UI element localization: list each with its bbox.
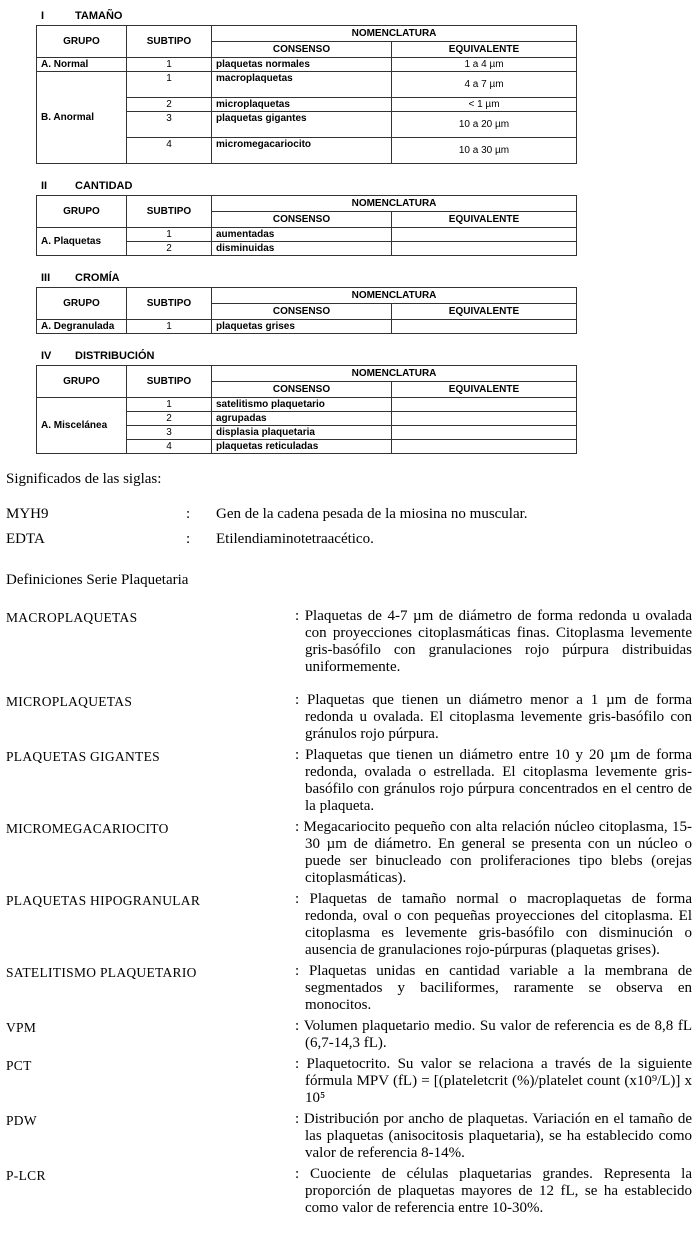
col-header-subtipo: SUBTIPO [127, 288, 212, 320]
consenso-cell: plaquetas grises [212, 320, 392, 334]
equivalente-cell: 1 a 4 µm [392, 58, 577, 72]
subtipo-cell: 1 [127, 72, 212, 98]
consenso-cell: plaquetas gigantes [212, 112, 392, 138]
consenso-cell: satelitismo plaquetario [212, 398, 392, 412]
definition-term: SATELITISMO PLAQUETARIO [6, 965, 197, 980]
definition-item [6, 747, 692, 815]
col-header-nomenclatura: NOMENCLATURA [212, 366, 577, 382]
table-section [36, 10, 698, 164]
sigla-definition: Etilendiaminotetraacético. [216, 531, 374, 547]
grupo-cell: A. Plaquetas [37, 228, 127, 256]
definition-text: : Volumen plaquetario medio. Su valor de referencia es de 8,8 fL (6,7-14,3 fL). [295, 1018, 692, 1051]
definition-text: : Cuociente de células plaquetarias grandes. Representa la proporción de plaquetas mayores de 12 fL, se ha establecido como valor de referencia entre 10-30%. [295, 1166, 692, 1216]
table-heading [41, 350, 698, 362]
definition-term: VPM [6, 1020, 37, 1035]
definition-item [6, 1056, 692, 1107]
table-section [36, 350, 698, 454]
table-numeral: III [41, 272, 51, 284]
table-title: TAMAÑO [75, 10, 123, 22]
col-header-equivalente: EQUIVALENTE [392, 304, 577, 320]
col-header-equivalente: EQUIVALENTE [392, 42, 577, 58]
consenso-cell: microplaquetas [212, 98, 392, 112]
definition-item [6, 1018, 692, 1052]
nomenclature-table [36, 25, 577, 164]
definition-term: PDW [6, 1113, 37, 1128]
definitions-heading: Definiciones Serie Plaquetaria [6, 572, 189, 588]
tables-container [0, 10, 698, 454]
definition-text: : Plaquetas que tienen un diámetro menor a 1 µm de forma redonda u ovalada. El citoplasma levemente gris-basófilo con gránulos rojo púrpura. [295, 692, 692, 742]
equivalente-cell [392, 426, 577, 440]
subtipo-cell: 3 [127, 112, 212, 138]
table-numeral: IV [41, 350, 52, 362]
definition-item [6, 963, 692, 1014]
col-header-equivalente: EQUIVALENTE [392, 382, 577, 398]
definition-item [6, 692, 692, 743]
col-header-subtipo: SUBTIPO [127, 366, 212, 398]
col-header-grupo: GRUPO [37, 26, 127, 58]
sigla-definition: Gen de la cadena pesada de la miosina no muscular. [216, 506, 528, 522]
subtipo-cell: 1 [127, 228, 212, 242]
definition-term: PLAQUETAS GIGANTES [6, 749, 160, 764]
consenso-cell: plaquetas normales [212, 58, 392, 72]
definitions-list [6, 608, 692, 1217]
equivalente-cell: 10 a 20 µm [392, 112, 577, 138]
equivalente-cell: < 1 µm [392, 98, 577, 112]
grupo-cell: A. Normal [37, 58, 127, 72]
sigla-item [6, 505, 692, 524]
col-header-subtipo: SUBTIPO [127, 196, 212, 228]
sigla-term: EDTA [6, 531, 45, 547]
col-header-subtipo: SUBTIPO [127, 26, 212, 58]
grupo-cell: B. Anormal [37, 72, 127, 164]
subtipo-cell: 3 [127, 426, 212, 440]
table-row [37, 398, 577, 412]
definition-term: MICROPLAQUETAS [6, 694, 133, 709]
subtipo-cell: 4 [127, 138, 212, 164]
equivalente-cell [392, 412, 577, 426]
equivalente-cell [392, 242, 577, 256]
definition-text: : Distribución por ancho de plaquetas. Variación en el tamaño de las plaquetas (anisocitosis plaquetaria), se ha establecido como valor de referencia 8-14%. [295, 1111, 692, 1161]
siglas-heading: Significados de las siglas: [6, 471, 162, 487]
table-section [36, 272, 698, 334]
sigla-separator: : [186, 531, 191, 547]
nomenclature-table [36, 195, 577, 256]
table-title: DISTRIBUCIÓN [75, 350, 155, 362]
table-heading [41, 272, 698, 284]
text-body [6, 470, 692, 1217]
col-header-equivalente: EQUIVALENTE [392, 212, 577, 228]
subtipo-cell: 1 [127, 58, 212, 72]
sigla-item [6, 530, 692, 549]
col-header-grupo: GRUPO [37, 288, 127, 320]
definition-item [6, 1111, 692, 1162]
definition-item [6, 608, 692, 676]
col-header-grupo: GRUPO [37, 366, 127, 398]
definition-term: MICROMEGACARIOCITO [6, 821, 169, 836]
subtipo-cell: 2 [127, 412, 212, 426]
equivalente-cell: 10 a 30 µm [392, 138, 577, 164]
nomenclature-table [36, 365, 577, 454]
consenso-cell: agrupadas [212, 412, 392, 426]
consenso-cell: micromegacariocito [212, 138, 392, 164]
definition-text: : Plaquetocrito. Su valor se relaciona a través de la siguiente fórmula MPV (fL) = [(plateletcrit (%)/platelet count (x10⁹/L)] x 10⁵ [295, 1056, 692, 1106]
col-header-nomenclatura: NOMENCLATURA [212, 26, 577, 42]
siglas-list [6, 505, 692, 549]
grupo-cell: A. Degranulada [37, 320, 127, 334]
consenso-cell: displasia plaquetaria [212, 426, 392, 440]
col-header-consenso: CONSENSO [212, 304, 392, 320]
sigla-separator: : [186, 506, 191, 522]
table-title: CROMÍA [75, 272, 120, 284]
equivalente-cell [392, 320, 577, 334]
subtipo-cell: 1 [127, 320, 212, 334]
col-header-consenso: CONSENSO [212, 382, 392, 398]
equivalente-cell [392, 440, 577, 454]
subtipo-cell: 4 [127, 440, 212, 454]
subtipo-cell: 2 [127, 98, 212, 112]
definition-text: : Plaquetas unidas en cantidad variable a la membrana de segmentados y baciliformes, raramente se observa en monocitos. [295, 963, 692, 1013]
table-section [36, 180, 698, 256]
equivalente-cell [392, 228, 577, 242]
table-row [37, 228, 577, 242]
table-title: CANTIDAD [75, 180, 133, 192]
subtipo-cell: 2 [127, 242, 212, 256]
table-row [37, 58, 577, 72]
table-heading [41, 10, 698, 22]
nomenclature-table [36, 287, 577, 334]
consenso-cell: aumentadas [212, 228, 392, 242]
consenso-cell: macroplaquetas [212, 72, 392, 98]
definition-text: : Plaquetas que tienen un diámetro entre 10 y 20 µm de forma redonda, ovalada o estrellada. El citoplasma levemente gris-basófilo con gránulos rojo púrpura concentrados en el centro de la plaqueta. [295, 747, 692, 814]
sigla-term: MYH9 [6, 506, 49, 522]
equivalente-cell: 4 a 7 µm [392, 72, 577, 98]
definition-text: : Plaquetas de 4-7 µm de diámetro de forma redonda u ovalada con proyecciones citoplasmáticas finas. Citoplasma levemente gris-basófilo con granulaciones rojo púrpura distribuidas uniformemente. [295, 608, 692, 675]
table-numeral: II [41, 180, 48, 192]
col-header-grupo: GRUPO [37, 196, 127, 228]
consenso-cell: plaquetas reticuladas [212, 440, 392, 454]
col-header-consenso: CONSENSO [212, 42, 392, 58]
definition-item [6, 819, 692, 887]
definition-term: PCT [6, 1058, 32, 1073]
definition-item [6, 1166, 692, 1217]
definition-text: : Plaquetas de tamaño normal o macroplaquetas de forma redonda, oval o con pequeñas proyecciones del citoplasma. El citoplasma es levemente gris-basófilo con disminución o ausencia de granulaciones rojo-púrpuras (plaquetas grises). [295, 891, 692, 958]
definition-text: : Megacariocito pequeño con alta relación núcleo citoplasma, 15-30 µm de diámetro. En general se presenta con un núcleo o puede ser binucleado con proliferaciones tipo blebs (orejas citoplasmáticas). [295, 819, 692, 886]
definition-term: MACROPLAQUETAS [6, 610, 138, 625]
definition-term: PLAQUETAS HIPOGRANULAR [6, 893, 201, 908]
table-row [37, 320, 577, 334]
col-header-consenso: CONSENSO [212, 212, 392, 228]
definition-term: P-LCR [6, 1168, 46, 1183]
subtipo-cell: 1 [127, 398, 212, 412]
definition-item [6, 891, 692, 959]
grupo-cell: A. Miscelánea [37, 398, 127, 454]
table-heading [41, 180, 698, 192]
table-numeral: I [41, 10, 45, 22]
col-header-nomenclatura: NOMENCLATURA [212, 196, 577, 212]
col-header-nomenclatura: NOMENCLATURA [212, 288, 577, 304]
table-row [37, 72, 577, 98]
equivalente-cell [392, 398, 577, 412]
consenso-cell: disminuidas [212, 242, 392, 256]
